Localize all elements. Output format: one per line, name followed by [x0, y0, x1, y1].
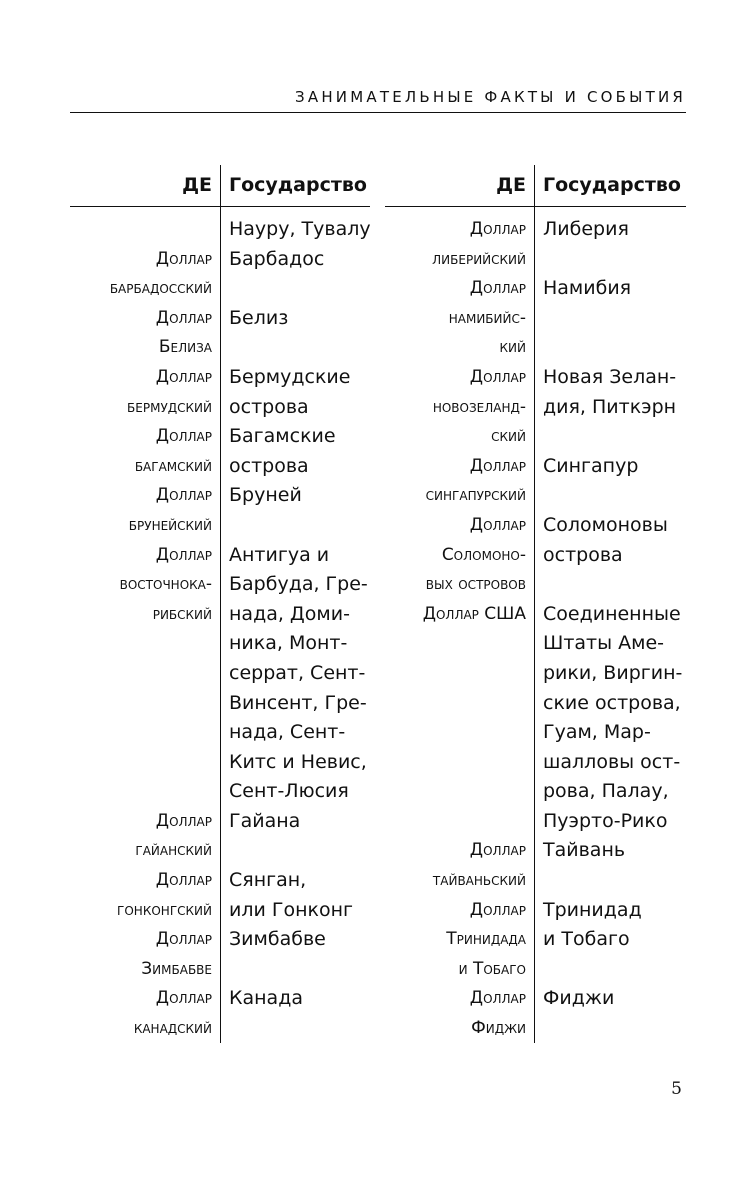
currency-line	[70, 689, 212, 719]
state-line: Соединенные	[543, 602, 681, 625]
state-cell	[220, 422, 370, 481]
table-row	[385, 363, 686, 452]
state-line: Пуэрто-Рико	[543, 809, 668, 832]
state-line: острова	[229, 395, 309, 418]
state-line	[543, 245, 686, 275]
table-row	[385, 511, 686, 600]
state-line	[543, 570, 686, 600]
state-line: Либерия	[543, 218, 629, 240]
currency-line: Доллар	[155, 988, 212, 1009]
state-line: Новая Зелан-	[543, 365, 677, 388]
currency-line: Фиджи	[471, 1018, 526, 1039]
state-line: острова	[229, 454, 309, 477]
currency-line: сингапурский	[425, 485, 526, 506]
currency-line: восточнока-	[119, 574, 212, 595]
state-line: Тринидад	[543, 898, 642, 921]
state-line: Сянган,	[229, 869, 307, 892]
state-cell	[220, 304, 370, 363]
header-state: Государство	[543, 174, 681, 196]
state-line: Бермудские	[229, 365, 351, 388]
state-line	[543, 333, 686, 363]
table-header	[385, 165, 686, 207]
state-line	[229, 274, 370, 304]
state-line: Намибия	[543, 277, 632, 300]
state-line: Науру, Тувалу	[229, 218, 371, 240]
state-cell	[534, 896, 686, 985]
state-line: Антигуа и	[229, 543, 330, 566]
currency-line: вых островов	[425, 574, 526, 595]
state-line: острова	[543, 543, 623, 566]
currency-line	[385, 659, 526, 689]
currency-cell	[70, 245, 220, 304]
currency-line: Доллар	[469, 219, 526, 239]
currency-line: Доллар	[469, 840, 526, 861]
currency-cell	[385, 984, 534, 1043]
state-line: нада, Сент-	[229, 721, 346, 744]
state-line: шалловы ост-	[543, 750, 681, 773]
currency-cell	[70, 866, 220, 925]
page-number: 5	[671, 1079, 682, 1099]
currency-cell	[385, 215, 534, 274]
state-line: Сент-Люсия	[229, 780, 349, 803]
state-line	[229, 511, 370, 541]
table-row	[385, 984, 686, 1043]
state-cell	[534, 511, 686, 600]
currency-line	[385, 629, 526, 659]
state-line: ские острова,	[543, 691, 681, 714]
state-line: нада, Доми-	[229, 602, 350, 625]
state-line	[229, 955, 370, 985]
table-row	[385, 600, 686, 837]
currency-cell	[385, 896, 534, 985]
currency-line: Доллар	[469, 455, 526, 476]
currency-cell	[385, 363, 534, 452]
header-state: Государство	[229, 174, 367, 196]
state-line	[543, 422, 686, 452]
currency-cell	[70, 925, 220, 984]
state-line: Китс и Невис,	[229, 750, 367, 773]
currency-line: Доллар	[155, 248, 212, 269]
column-divider	[534, 165, 535, 1043]
state-line: рики, Виргин-	[543, 661, 683, 684]
currency-line: Доллар	[469, 366, 526, 387]
currency-line	[385, 807, 526, 837]
column-divider	[220, 165, 221, 1043]
currency-line	[385, 748, 526, 778]
currency-line	[70, 659, 212, 689]
header-de: ДЕ	[496, 174, 526, 196]
state-line: Зимбабве	[229, 928, 326, 951]
state-line: Винсент, Гре-	[229, 691, 367, 714]
state-cell	[220, 866, 370, 925]
state-line	[543, 866, 686, 896]
currency-line: рибский	[152, 603, 212, 624]
currency-line: Доллар	[155, 929, 212, 950]
state-line: Тайвань	[543, 839, 626, 862]
currency-line: Доллар США	[422, 603, 526, 624]
table-row	[385, 274, 686, 363]
currency-line: багамский	[134, 455, 212, 476]
currency-line: Доллар	[469, 899, 526, 920]
currency-line: Доллар	[469, 278, 526, 299]
currency-line: Доллар	[155, 810, 212, 831]
state-line	[229, 1014, 370, 1044]
state-line: дия, Питкэрн	[543, 395, 677, 418]
state-cell	[220, 481, 370, 540]
state-line: Соломоновы	[543, 513, 668, 536]
state-cell	[534, 452, 686, 511]
currency-line	[385, 718, 526, 748]
currency-line: намибийс-	[448, 307, 526, 328]
state-line: Багамские	[229, 425, 336, 448]
state-line: Гуам, Мар-	[543, 721, 651, 744]
currency-line	[385, 777, 526, 807]
currency-cell	[385, 600, 534, 837]
currency-table-right	[385, 165, 686, 1044]
state-cell	[220, 925, 370, 984]
state-line: серрат, Сент-	[229, 661, 366, 684]
state-cell	[220, 363, 370, 422]
state-cell	[220, 215, 371, 245]
currency-line	[70, 629, 212, 659]
currency-cell	[70, 541, 220, 807]
currency-line: Соломоно-	[441, 544, 526, 565]
table-row	[385, 836, 686, 895]
currency-line: либерийский	[432, 248, 526, 269]
state-cell	[534, 600, 686, 837]
state-line: Белиз	[229, 306, 289, 329]
state-line	[543, 1014, 686, 1044]
currency-cell	[385, 274, 534, 363]
currency-line	[70, 748, 212, 778]
state-line: ника, Монт-	[229, 632, 348, 655]
state-line: Сингапур	[543, 454, 639, 477]
state-line	[543, 955, 686, 985]
state-cell	[534, 274, 686, 363]
state-line: рова, Палау,	[543, 780, 669, 803]
currency-line: бермудский	[127, 396, 212, 417]
currency-line: Доллар	[155, 544, 212, 565]
table-row	[385, 452, 686, 511]
currency-line: Доллар	[155, 426, 212, 447]
currency-line	[70, 215, 212, 245]
state-line	[229, 333, 370, 363]
currency-line: Доллар	[155, 307, 212, 328]
table-body	[385, 207, 686, 1044]
state-line: Барбуда, Гре-	[229, 573, 368, 596]
header-de: ДЕ	[182, 174, 212, 196]
currency-cell	[385, 511, 534, 600]
currency-line: Доллар	[469, 514, 526, 535]
currency-line: гайанский	[135, 840, 212, 861]
state-cell	[534, 215, 686, 274]
state-line: Штаты Аме-	[543, 632, 665, 655]
currency-line	[385, 689, 526, 719]
state-cell	[220, 245, 370, 304]
state-line	[229, 836, 370, 866]
currency-cell	[70, 807, 220, 866]
currency-line: и Тобаго	[458, 958, 526, 979]
currency-cell	[70, 422, 220, 481]
state-line	[543, 304, 686, 334]
currency-cell	[70, 304, 220, 363]
header-rule	[70, 112, 686, 113]
currency-line: Доллар	[155, 485, 212, 506]
state-cell	[220, 984, 370, 1043]
state-cell	[534, 363, 686, 452]
currency-cell	[70, 363, 220, 422]
state-cell	[534, 836, 686, 895]
currency-line: тайваньский	[432, 870, 526, 891]
state-line: или Гонконг	[229, 898, 354, 921]
table-row	[385, 896, 686, 985]
currency-cell	[70, 984, 220, 1043]
currency-table-left	[70, 165, 370, 1044]
state-cell	[220, 807, 370, 866]
currency-line	[70, 777, 212, 807]
state-line: Бруней	[229, 484, 302, 507]
state-line: Канада	[229, 987, 303, 1010]
table-row	[385, 215, 686, 274]
running-head: ЗАНИМАТЕЛЬНЫЕ ФАКТЫ И СОБЫТИЯ	[295, 88, 686, 106]
currency-cell	[70, 215, 220, 245]
state-line: и Тобаго	[543, 928, 630, 951]
currency-cell	[385, 836, 534, 895]
currency-line: кий	[499, 337, 526, 358]
currency-line: канадский	[133, 1018, 212, 1039]
currency-line: новозеланд-	[432, 396, 526, 417]
currency-line: Доллар	[155, 870, 212, 891]
state-line: Барбадос	[229, 247, 325, 270]
currency-cell	[385, 452, 534, 511]
state-cell	[220, 541, 370, 807]
currency-line: брунейский	[128, 514, 212, 535]
currency-line: ский	[491, 426, 526, 447]
currency-line: гонконгский	[117, 899, 212, 920]
currency-line: Тринидада	[446, 929, 526, 950]
state-cell	[534, 984, 686, 1043]
currency-line	[70, 718, 212, 748]
currency-cell	[70, 481, 220, 540]
state-line	[543, 481, 686, 511]
currency-line: Зимбабве	[141, 958, 212, 979]
currency-line: Доллар	[155, 366, 212, 387]
state-line: Гайана	[229, 809, 301, 832]
state-line: Фиджи	[543, 987, 615, 1010]
currency-line: Белиза	[158, 337, 212, 358]
currency-line: Доллар	[469, 988, 526, 1009]
currency-line: барбадосский	[109, 278, 212, 299]
